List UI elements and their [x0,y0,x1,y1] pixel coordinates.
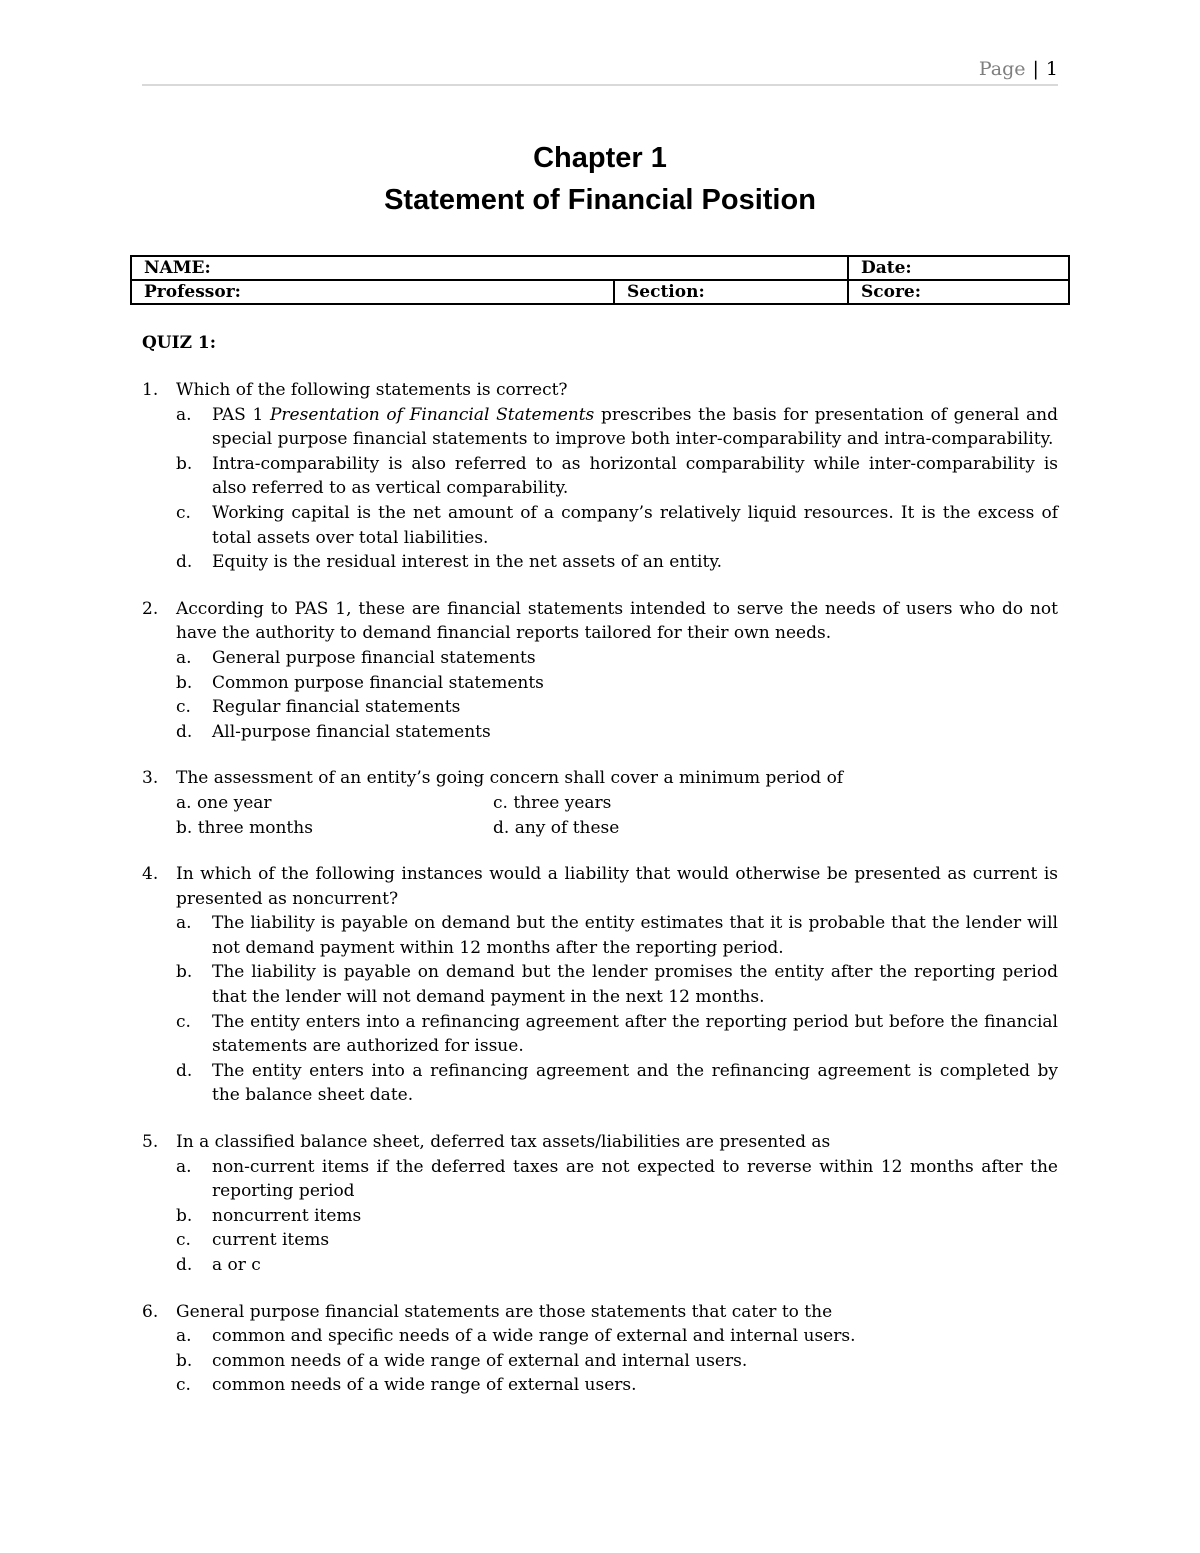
question-text: Which of the following statements is correct? [176,380,568,400]
option-text: Intra-comparability is also referred to as horizontal comparability while inter-comparability is also referred to as vertical comparability. [212,453,1058,499]
answer-option [176,1324,1058,1349]
option-letter: a. [176,913,192,934]
option-text: Working capital is the net amount of a company’s relatively liquid resources. It is the excess of total assets over total liabilities. [212,502,1058,548]
score-field[interactable] [848,280,1069,304]
standard-title: Presentation of Financial Statements [269,404,595,425]
section-field[interactable] [614,280,848,304]
option-letter: b. [176,1350,193,1371]
option-text: non-current items if the deferred taxes are not expected to reverse within 12 months after the reporting period [212,1156,1058,1202]
answer-option [176,911,1058,960]
professor-label: Professor: [144,282,241,302]
answer-option [176,695,1058,720]
option-letter: b. [176,672,193,693]
option-letter: b. [176,1205,193,1226]
option-letter: a. [176,1326,192,1347]
question [142,1300,1058,1398]
chapter-title: Chapter 1 [533,142,667,174]
question [142,597,1058,745]
answer-option: c. three years [493,792,612,813]
name-label: NAME: [144,258,211,278]
question-number: 4. [142,864,159,885]
answer-option [176,720,1058,745]
name-field[interactable] [131,256,848,280]
date-field[interactable] [848,256,1069,280]
question-number: 2. [142,598,159,619]
option-text: The liability is payable on demand but the entity estimates that it is probable that the lender will not demand payment within 12 months after the reporting period. [212,913,1058,958]
answer-option: d. any of these [493,817,620,838]
option-text: The entity enters into a refinancing agreement after the reporting period but before the financial statements are authorized for issue. [212,1011,1058,1057]
answer-option [176,1228,1058,1253]
answer-option [176,671,1058,696]
document-title: Statement of Financial Position [384,184,816,216]
answer-option [176,1010,1058,1059]
question [142,862,1058,1108]
answer-option: a. one year [176,792,272,813]
professor-field[interactable] [131,280,614,304]
date-label: Date: [861,258,912,278]
option-text-part: prescribes the basis for presentation of general and special purpose financial statements to improve both inter-comparability and intra-comparability. [212,404,1058,450]
option-letter: d. [176,721,193,742]
option-letter: c. [176,697,191,718]
answer-option [176,1253,1058,1278]
question-number: 6. [142,1301,159,1322]
question-number: 3. [142,768,159,789]
option-letter: a. [176,1156,192,1177]
option-letter: d. [176,1255,193,1275]
score-label: Score: [861,282,922,302]
option-text: General purpose financial statements [212,647,536,668]
page-header [142,56,1058,86]
option-text: a or c [212,1255,261,1275]
option-text: The liability is payable on demand but the lender promises the entity after the reporting period that the lender will not demand payment in the next 12 months. [212,962,1058,1008]
answer-option [176,1059,1058,1108]
option-text: Regular financial statements [212,697,461,718]
question [142,766,1058,840]
option-text: common and specific needs of a wide range of external and internal users. [212,1326,856,1347]
option-text: Common purpose financial statements [212,672,544,693]
answer-option [176,1349,1058,1374]
option-letter: c. [176,1011,191,1032]
question-text: The assessment of an entity’s going concern shall cover a minimum period of [176,768,844,789]
option-letter: d. [176,552,193,573]
answer-option [176,646,1058,671]
student-info-table [130,255,1070,305]
answer-option [176,960,1058,1009]
answer-options-grid [176,791,1058,840]
option-letter: b. [176,453,193,474]
option-letter: c. [176,502,191,523]
question [142,1130,1058,1278]
question-text: General purpose financial statements are those statements that cater to the [176,1301,833,1322]
question-number: 5. [142,1132,159,1153]
question-number: 1. [142,380,159,400]
answer-option [176,1155,1058,1204]
answer-option [176,403,1058,452]
answer-option [176,501,1058,550]
option-text-part: PAS 1 [212,404,270,425]
question-text: In a classified balance sheet, deferred tax assets/liabilities are presented as [176,1132,831,1153]
option-text: common needs of a wide range of external users. [212,1375,637,1396]
page-number: 1 [1045,58,1058,80]
option-text: current items [212,1230,330,1251]
option-text: The entity enters into a refinancing agreement and the refinancing agreement is completed by the balance sheet date. [212,1060,1058,1106]
answer-option [176,550,1058,575]
answer-option: b. three months [176,817,313,838]
page-label: Page [978,58,1026,80]
question-text: In which of the following instances would a liability that would otherwise be presented as current is presented as noncurrent? [176,864,1058,909]
option-text: Equity is the residual interest in the net assets of an entity. [212,552,723,573]
answer-option [176,1204,1058,1229]
question-list [142,378,1058,1420]
section-label: Section: [627,282,705,302]
question [142,378,1058,575]
quiz-title: QUIZ 1: [142,333,217,353]
option-letter: a. [176,647,192,668]
option-text: All-purpose financial statements [212,721,491,742]
option-letter: b. [176,962,193,983]
answer-option [176,452,1058,501]
option-text: noncurrent items [212,1205,362,1226]
page-separator: | [1032,58,1039,80]
option-letter: d. [176,1060,193,1081]
question-text: According to PAS 1, these are financial statements intended to serve the needs of users who do not have the authority to demand financial reports tailored for their own needs. [176,598,1058,644]
option-letter: a. [176,404,192,425]
option-text: common needs of a wide range of external and internal users. [212,1350,748,1371]
option-letter: c. [176,1375,191,1396]
option-letter: c. [176,1230,191,1251]
answer-option [176,1373,1058,1398]
